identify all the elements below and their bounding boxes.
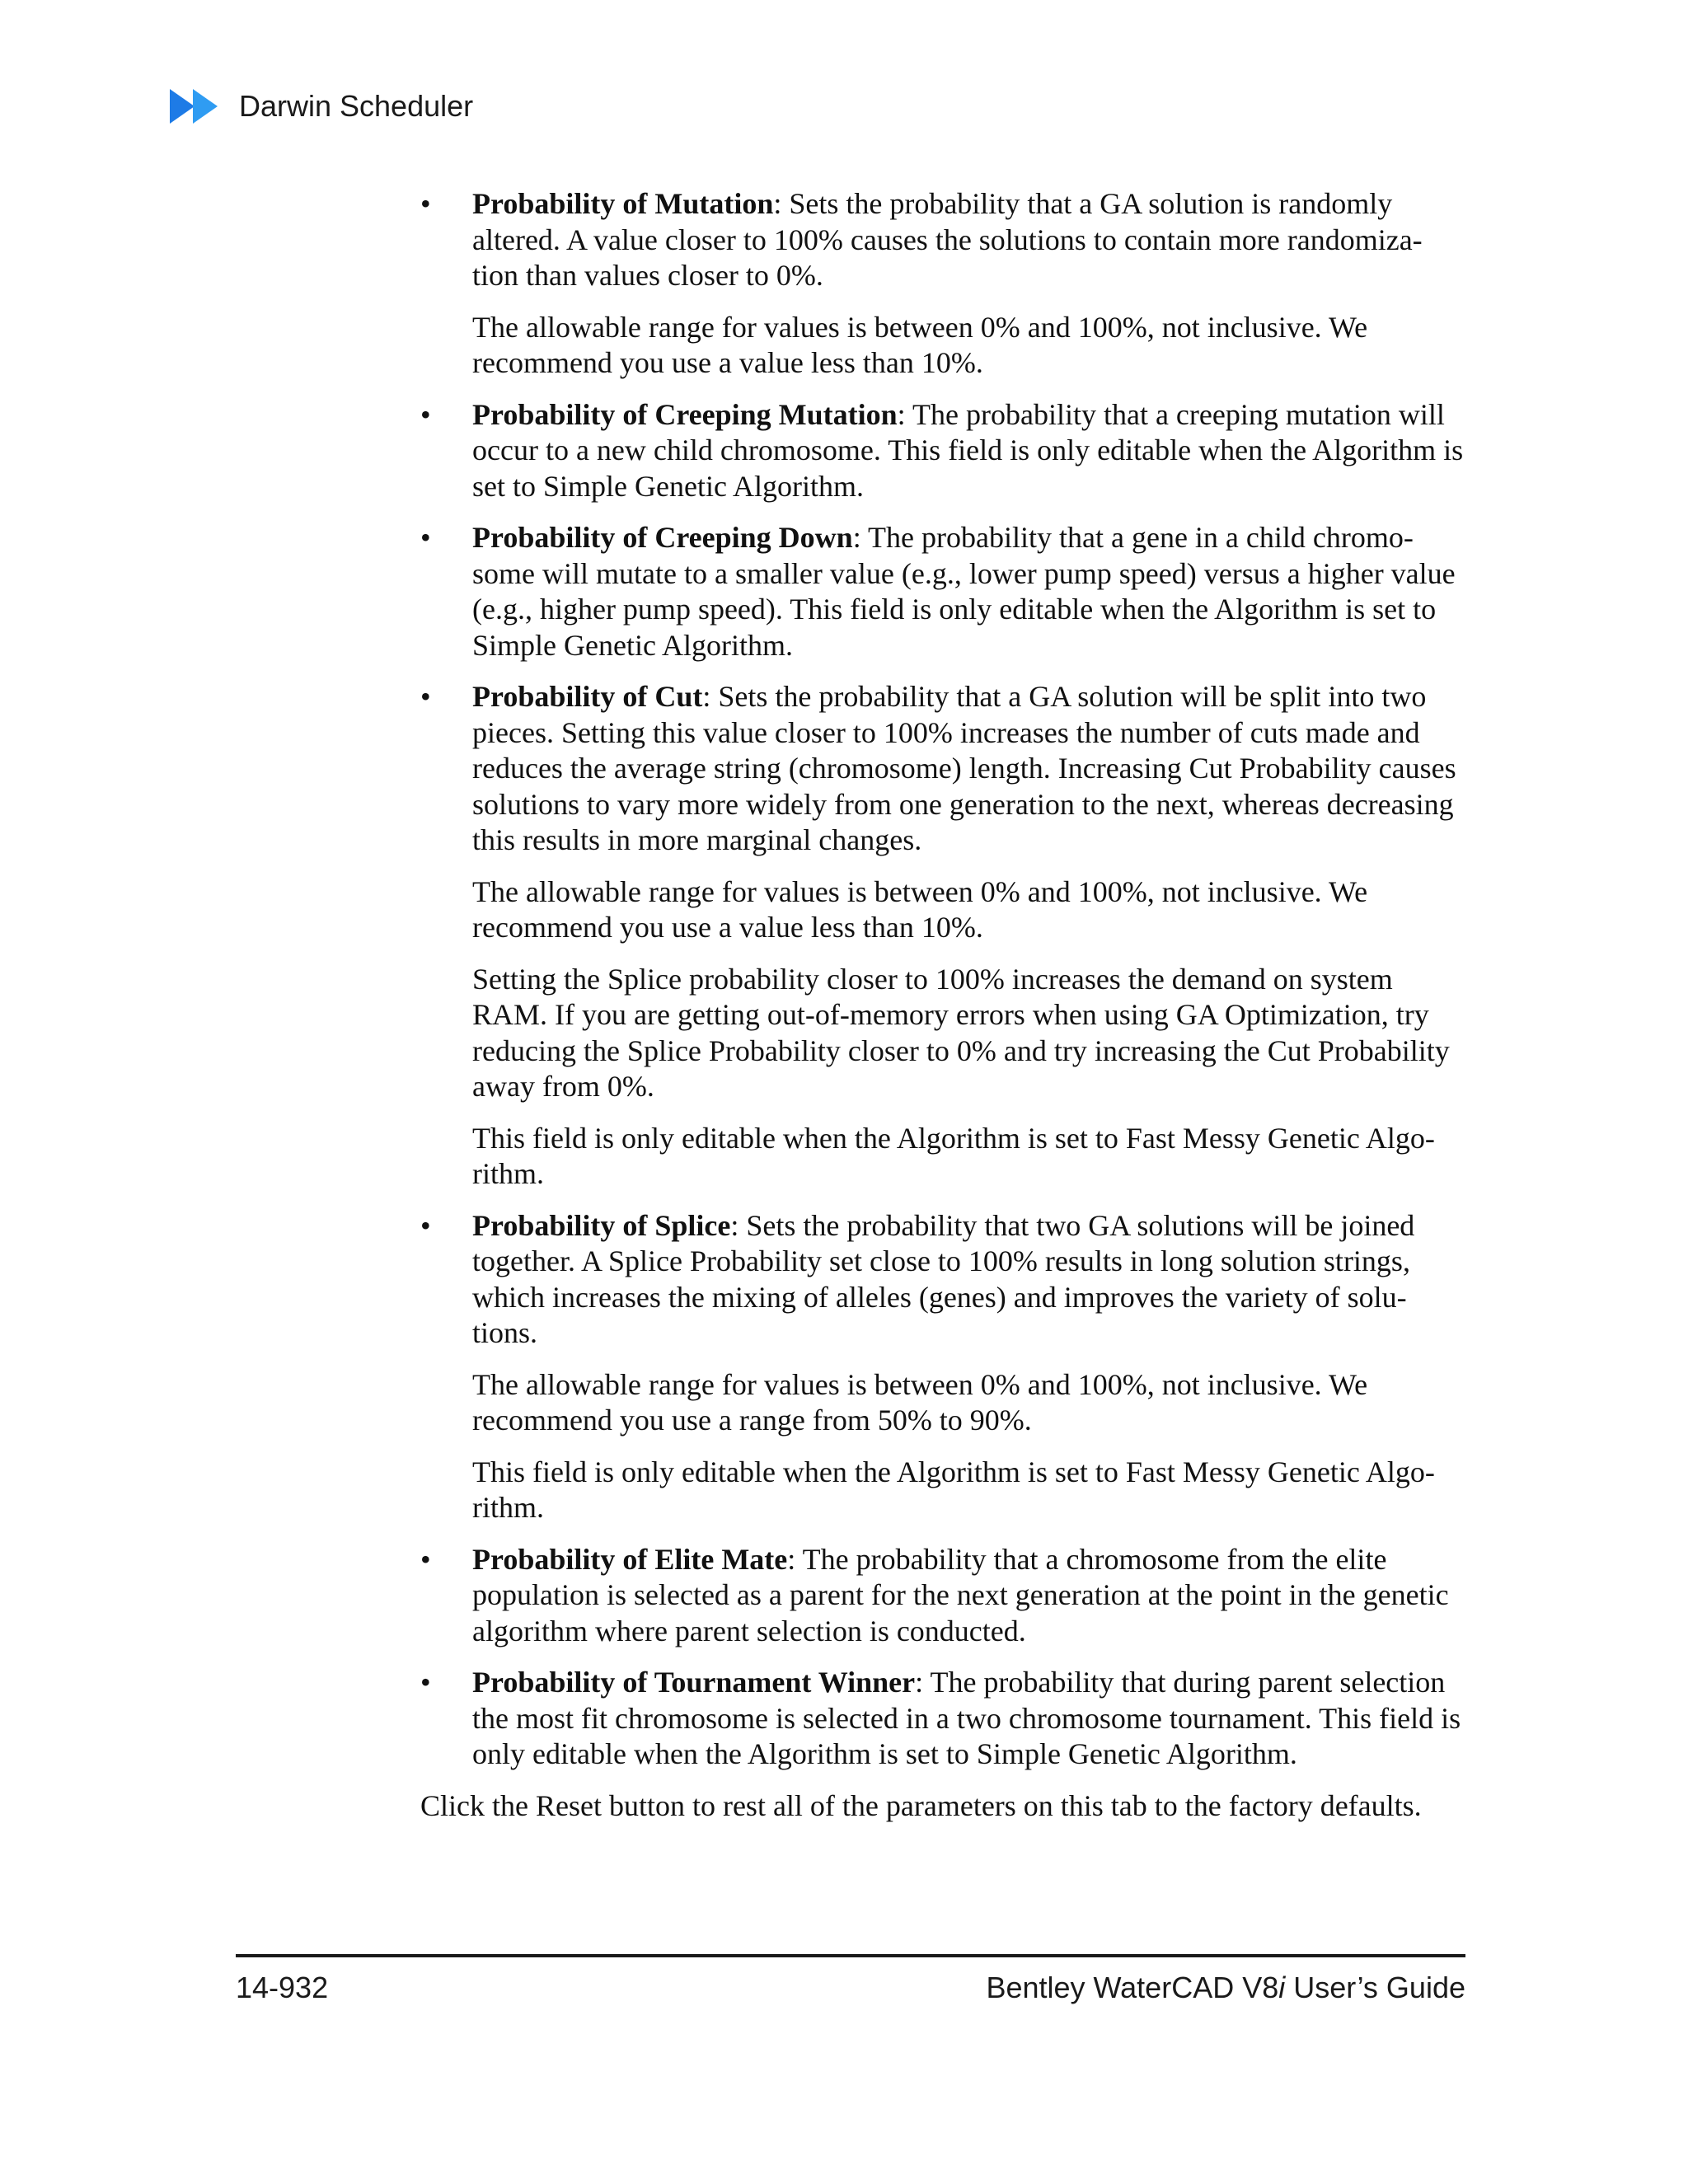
parameter-description: : Sets the probability that a GA solution is randomly altered. A value closer to 100% causes the solutions to contain more randomiza-tion than values closer to 0%. bbox=[472, 187, 1423, 292]
parameter-description: : The probability that a creeping mutation will occur to a new child chromosome. This field is only editable when the Algorithm is set to Simple Genetic Algorithm. bbox=[472, 397, 1464, 503]
parameter-description: : Sets the probability that a GA solution will be split into two pieces. Setting this value closer to 100% increases the number of cuts made and reduces the average string (chromosome) length. Increasing Cut Probability causes solutions to vary more widely from one generation to the next, whereas decreasing this results in more marginal changes. bbox=[472, 680, 1456, 856]
bullet-marker: • bbox=[420, 1208, 431, 1242]
item-definition bbox=[472, 520, 1467, 663]
guide-title-italic: i bbox=[1278, 1971, 1286, 2004]
parameter-list bbox=[420, 186, 1467, 1773]
item-definition bbox=[472, 1542, 1467, 1650]
section-title: Darwin Scheduler bbox=[239, 89, 474, 123]
list-item bbox=[420, 1208, 1467, 1526]
item-note: This field is only editable when the Algorithm is set to Fast Messy Genetic Algo-rithm. bbox=[472, 1121, 1435, 1190]
guide-title bbox=[986, 1969, 1465, 2007]
page-number: 14-932 bbox=[236, 1971, 329, 2004]
parameter-term: Probability of Elite Mate bbox=[472, 1542, 788, 1576]
closing-paragraph: Click the Reset button to rest all of the parameters on this tab to the factory defaults. bbox=[420, 1788, 1422, 1822]
parameter-term: Probability of Tournament Winner bbox=[472, 1666, 916, 1699]
item-definition bbox=[472, 1665, 1467, 1773]
item-note: The allowable range for values is between 0% and 100%, not inclusive. We recommend you use a value less than 10%. bbox=[472, 310, 1368, 379]
parameter-term: Probability of Splice bbox=[472, 1208, 731, 1242]
bullet-marker: • bbox=[420, 187, 431, 220]
page-header bbox=[170, 87, 473, 125]
item-definition bbox=[472, 1208, 1467, 1352]
parameter-description: : Sets the probability that two GA solutions will be joined together. A Splice Probability set close to 100% results in long solution strings, which increases the mixing of alleles (genes) and improves the variety of solu-tions. bbox=[472, 1208, 1415, 1349]
item-definition bbox=[472, 397, 1467, 505]
item-note: This field is only editable when the Algorithm is set to Fast Messy Genetic Algo-rithm. bbox=[472, 1455, 1435, 1524]
list-item bbox=[420, 679, 1467, 1193]
item-definition bbox=[472, 186, 1467, 294]
list-item bbox=[420, 186, 1467, 382]
item-note: The allowable range for values is between 0% and 100%, not inclusive. We recommend you use a value less than 10%. bbox=[472, 874, 1368, 944]
parameter-description: : The probability that a gene in a child chromo-some will mutate to a smaller value (e.g., lower pump speed) versus a higher value (e.g., higher pump speed). This field is only editable when the Algorithm is set to Simple Genetic Algorithm. bbox=[472, 521, 1456, 662]
parameter-term: Probability of Cut bbox=[472, 680, 703, 713]
double-chevron-right-icon bbox=[170, 87, 223, 125]
footer-divider bbox=[236, 1954, 1465, 1957]
list-item bbox=[420, 1665, 1467, 1773]
item-definition bbox=[472, 679, 1467, 859]
bullet-marker: • bbox=[420, 1542, 431, 1576]
list-item bbox=[420, 397, 1467, 505]
bullet-marker: • bbox=[420, 1666, 431, 1699]
bullet-marker: • bbox=[420, 680, 431, 713]
parameter-term: Probability of Mutation bbox=[472, 187, 774, 220]
parameter-description: : The probability that a chromosome from the elite population is selected as a parent for the next generation at the point in the genetic algorithm where parent selection is conducted. bbox=[472, 1542, 1449, 1647]
item-note: Setting the Splice probability closer to 100% increases the demand on system RAM. If you are getting out-of-memory errors when using GA Optimization, try reducing the Splice Probability closer to 0% and try increasing the Cut Probability away from 0%. bbox=[472, 962, 1450, 1103]
page-body bbox=[420, 186, 1467, 1824]
parameter-description: : The probability that during parent selection the most fit chromosome is selected in a two chromosome tournament. This field is only editable when the Algorithm is set to Simple Genetic Algorithm. bbox=[472, 1666, 1461, 1770]
bullet-marker: • bbox=[420, 521, 431, 554]
item-note: The allowable range for values is between 0% and 100%, not inclusive. We recommend you use a range from 50% to 90%. bbox=[472, 1367, 1368, 1436]
bullet-marker: • bbox=[420, 397, 431, 431]
list-item bbox=[420, 520, 1467, 663]
parameter-term: Probability of Creeping Down bbox=[472, 521, 853, 554]
guide-title-prefix: Bentley WaterCAD V8 bbox=[986, 1971, 1279, 2004]
list-item bbox=[420, 1542, 1467, 1650]
parameter-term: Probability of Creeping Mutation bbox=[472, 397, 898, 431]
guide-title-suffix: User’s Guide bbox=[1285, 1971, 1465, 2004]
